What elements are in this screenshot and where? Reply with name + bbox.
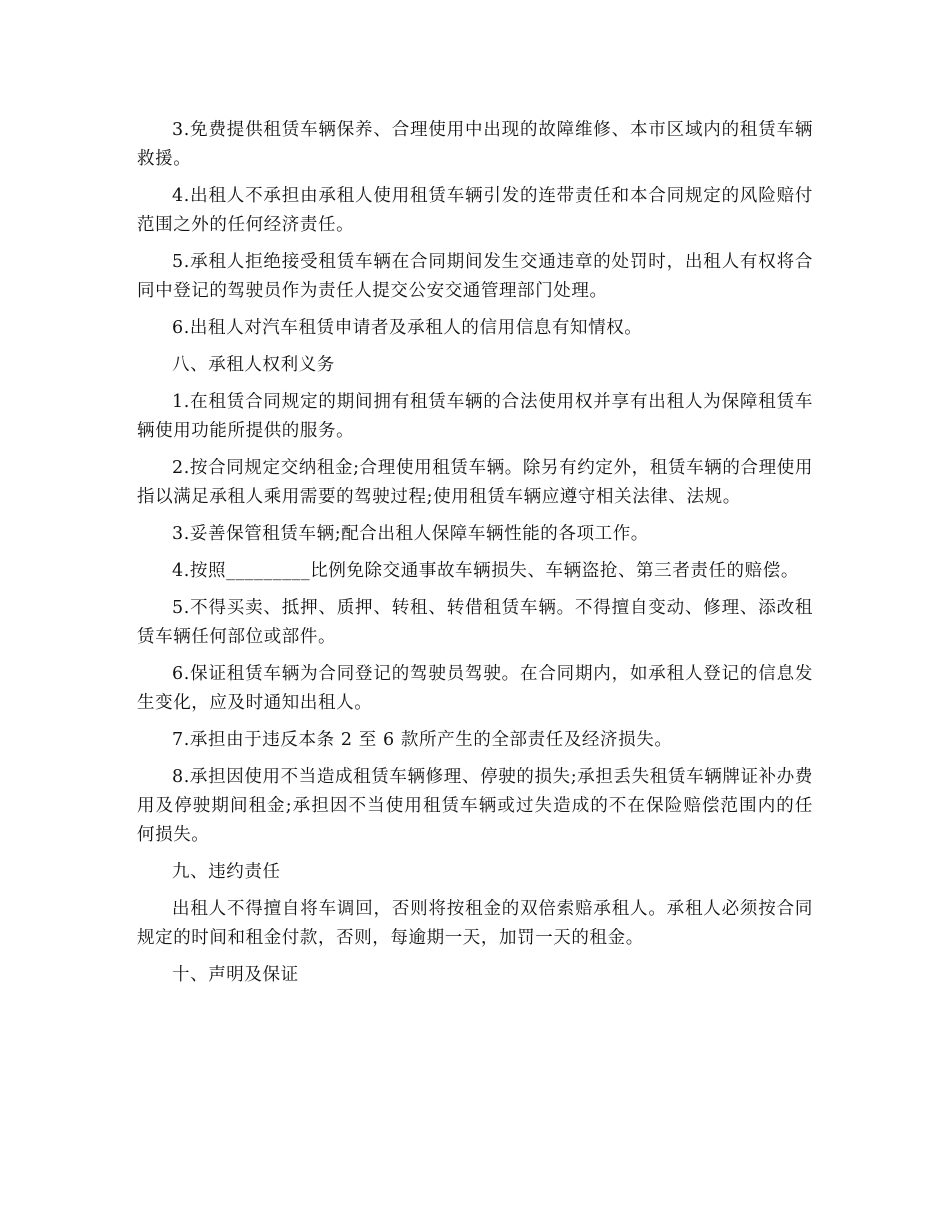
section-heading-9: 九、违约责任: [172, 862, 281, 882]
section-heading-8: 八、承租人权利义务: [172, 355, 335, 375]
document-page: [137, 116, 813, 998]
clause-lessee-7: 7.承担由于违反本条 2 至 6 款所产生的全部责任及经济损失。: [172, 730, 673, 750]
section-heading-10: 十、声明及保证: [172, 965, 299, 985]
clause-lessee-3: 3.妥善保管租赁车辆;配合出租人保障车辆性能的各项工作。: [172, 524, 649, 544]
clause-lessee-6: 6.保证租赁车辆为合同登记的驾驶员驾驶。在合同期内，如承租人登记的信息发生变化，应及时通知出租人。: [137, 664, 813, 713]
clause-lessor-4: 4.出租人不承担由承租人使用租赁车辆引发的连带责任和本合同规定的风险赔付范围之外的任何经济责任。: [137, 186, 813, 235]
clause-breach: 出租人不得擅自将车调回，否则将按租金的双倍索赔承租人。承租人必须按合同规定的时间和租金付款，否则，每逾期一天，加罚一天的租金。: [137, 899, 813, 948]
clause-lessee-4: 4.按照_________比例免除交通事故车辆损失、车辆盗抢、第三者责任的赔偿。: [172, 561, 799, 581]
clause-lessee-5: 5.不得买卖、抵押、质押、转租、转借租赁车辆。不得擅自变动、修理、添改租赁车辆任何部位或部件。: [137, 598, 813, 647]
clause-lessee-8: 8.承担因使用不当造成租赁车辆修理、停驶的损失;承担丢失租赁车辆牌证补办费用及停驶期间租金;承担因不当使用租赁车辆或过失造成的不在保险赔偿范围内的任何损失。: [137, 767, 813, 845]
clause-lessor-3: 3.免费提供租赁车辆保养、合理使用中出现的故障维修、本市区域内的租赁车辆救援。: [137, 120, 813, 169]
clause-lessor-5: 5.承租人拒绝接受租赁车辆在合同期间发生交通违章的处罚时，出租人有权将合同中登记的驾驶员作为责任人提交公安交通管理部门处理。: [137, 252, 813, 301]
clause-lessor-6: 6.出租人对汽车租赁申请者及承租人的信用信息有知情权。: [172, 318, 643, 338]
clause-lessee-2: 2.按合同规定交纳租金;合理使用租赁车辆。除另有约定外，租赁车辆的合理使用指以满足承租人乘用需要的驾驶过程;使用租赁车辆应遵守相关法律、法规。: [137, 458, 813, 507]
clause-lessee-1: 1.在租赁合同规定的期间拥有租赁车辆的合法使用权并享有出租人为保障租赁车辆使用功能所提供的服务。: [137, 392, 813, 441]
